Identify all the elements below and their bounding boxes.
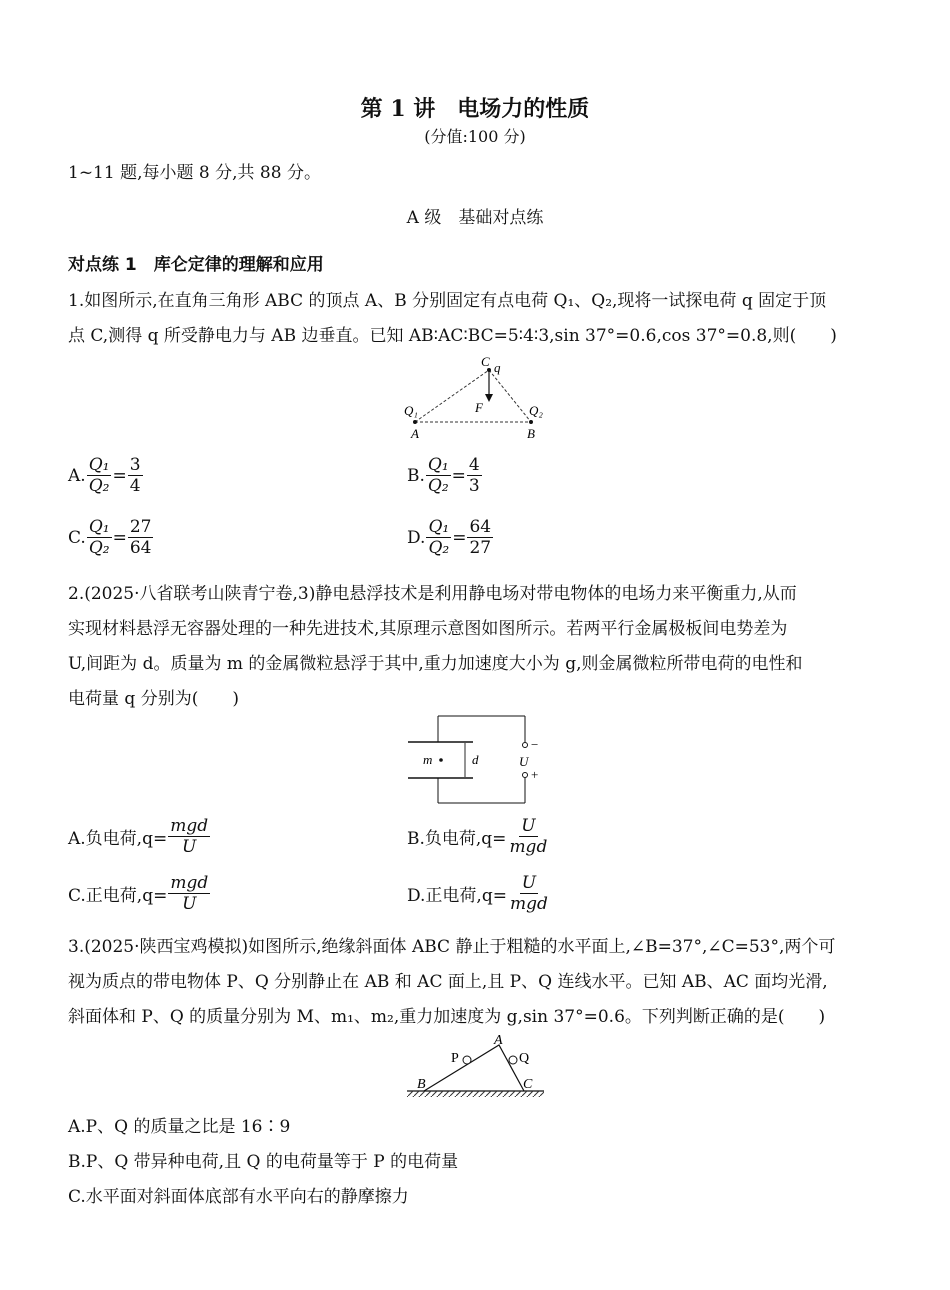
- label-q1: Q₁: [404, 403, 418, 418]
- q3-option-b[interactable]: B.P、Q 带异种电荷,且 Q 的电荷量等于 P 的电荷量: [68, 1152, 459, 1172]
- q2-option-b[interactable]: [407, 816, 550, 857]
- section-heading: 对点练 1 库仑定律的理解和应用: [68, 255, 324, 275]
- q2-stem-line3: U,间距为 d。质量为 m 的金属微粒悬浮于其中,重力加速度大小为 g,则金属微粒所带电荷的电性和: [68, 654, 803, 674]
- label-q2: Q₂: [529, 403, 543, 418]
- q1-option-d[interactable]: D. $\frac{\text{Q₁}}{\text{Q₂}}$ = $\frac{64}{27}$: [407, 517, 492, 558]
- particle-dot: [439, 758, 443, 762]
- q3-stem-line3: 斜面体和 P、Q 的质量分别为 M、m₁、m₂,重力加速度为 g,sin 37°=0.6。下列判断正确的是( ): [68, 1007, 826, 1027]
- label-d: d: [472, 752, 479, 767]
- option-label: C.: [68, 527, 86, 548]
- fraction: $\frac{\text{Q₁}}{\text{Q₂}}$: [88, 517, 110, 558]
- q3-option-c[interactable]: C.水平面对斜面体底部有水平向右的静摩擦力: [68, 1187, 409, 1207]
- q3-option-a[interactable]: A.P、Q 的质量之比是 16∶9: [68, 1117, 291, 1137]
- q1-option-c[interactable]: C. $\frac{\text{Q₁}}{\text{Q₂}}$ = $\frac{27}{64}$: [68, 517, 152, 558]
- option-label: B.: [407, 465, 425, 486]
- option-label: C.正电荷,q=: [68, 886, 168, 906]
- label-b: B: [417, 1077, 426, 1092]
- option-label: D.正电荷,q=: [407, 886, 507, 906]
- q1-stem-line2: 点 C,测得 q 所受静电力与 AB 边垂直。已知 AB∶AC∶BC=5∶4∶3,sin 37°=0.6,cos 37°=0.8,则( ): [68, 326, 837, 346]
- q2-option-a[interactable]: [68, 816, 211, 857]
- q2-option-d[interactable]: [407, 873, 551, 914]
- fraction: $\frac{\text{Q₁}}{\text{Q₂}}$: [88, 455, 110, 496]
- q2-option-c[interactable]: [68, 873, 211, 914]
- q1-option-b[interactable]: B. $\frac{\text{Q₁}}{\text{Q₂}}$ = $\frac{4}{3}$: [407, 455, 480, 496]
- fraction-value: $\frac{3}{4}$: [129, 455, 141, 496]
- fraction: $\frac{\text{Q₁}}{\text{Q₂}}$: [427, 455, 449, 496]
- label-c: C: [481, 354, 490, 369]
- q2-capacitor-figure: [405, 712, 555, 807]
- score-value: (分值:100 分): [424, 127, 526, 146]
- label-a: A: [411, 426, 419, 441]
- label-plus: +: [531, 767, 539, 782]
- fraction-value: $\frac{4}{3}$: [468, 455, 480, 496]
- body-p: [463, 1056, 471, 1064]
- q1-option-a[interactable]: A. $\frac{\text{Q₁}}{\text{Q₂}}$ = $\frac{3}{4}$: [68, 455, 141, 496]
- q1-triangle-figure: [395, 352, 555, 444]
- fraction: $\frac{U}{\text{mgd}}$: [509, 816, 548, 857]
- q1-stem-line1: 1.如图所示,在直角三角形 ABC 的顶点 A、B 分别固定有点电荷 Q₁、Q₂,现将一试探电荷 q 固定于顶: [68, 291, 827, 311]
- label-p: P: [451, 1051, 459, 1066]
- label-u: U: [519, 754, 529, 769]
- label-b: B: [527, 426, 535, 441]
- fraction: $\frac{\text{mgd}}{U}$: [170, 816, 209, 857]
- fraction: $\frac{\text{Q₁}}{\text{Q₂}}$: [428, 517, 450, 558]
- q2-stem-line1: 2.(2025·八省联考山陕青宁卷,3)静电悬浮技术是利用静电场对带电物体的电场力来平衡重力,从而: [68, 584, 797, 604]
- fraction-value: $\frac{64}{27}$: [469, 517, 492, 558]
- label-m: m: [423, 752, 433, 767]
- option-label: D.: [407, 527, 426, 548]
- label-q: Q: [519, 1051, 530, 1066]
- label-c: C: [523, 1077, 533, 1092]
- point-b: [529, 420, 533, 424]
- incline-body: [424, 1045, 524, 1091]
- option-label: A.负电荷,q=: [68, 829, 168, 849]
- q3-stem-line2: 视为质点的带电物体 P、Q 分别静止在 AB 和 AC 面上,且 P、Q 连线水平。已知 AB、AC 面均光滑,: [68, 972, 828, 992]
- label-a: A: [494, 1033, 503, 1048]
- body-q: [509, 1056, 517, 1064]
- fraction-value: $\frac{27}{64}$: [129, 517, 152, 558]
- terminal-positive: [523, 773, 528, 778]
- q2-stem-line4: 电荷量 q 分别为( ): [68, 689, 239, 709]
- option-label: B.负电荷,q=: [407, 829, 507, 849]
- point-a: [413, 420, 417, 424]
- q3-stem-line1: 3.(2025·陕西宝鸡模拟)如图所示,绝缘斜面体 ABC 静止于粗糙的水平面上,∠B=37°,∠C=53°,两个可: [68, 937, 836, 957]
- q3-incline-figure: [402, 1030, 552, 1100]
- label-q: q: [494, 360, 501, 375]
- q2-stem-line2: 实现材料悬浮无容器处理的一种先进技术,其原理示意图如图所示。若两平行金属极板间电势差为: [68, 619, 788, 639]
- scoring-note: 1~11 题,每小题 8 分,共 88 分。: [68, 163, 321, 183]
- fraction: $\frac{\text{mgd}}{U}$: [170, 873, 209, 914]
- terminal-negative: [523, 743, 528, 748]
- fraction: $\frac{U}{\text{mgd}}$: [509, 873, 548, 914]
- label-minus: −: [531, 737, 539, 752]
- option-label: A.: [68, 465, 86, 486]
- force-arrow-head: [485, 394, 493, 402]
- level-heading: A 级 基础对点练: [406, 208, 544, 228]
- label-f: F: [475, 400, 483, 415]
- page-title: 第 1 讲 电场力的性质: [360, 96, 590, 122]
- edge-bc: [489, 370, 531, 422]
